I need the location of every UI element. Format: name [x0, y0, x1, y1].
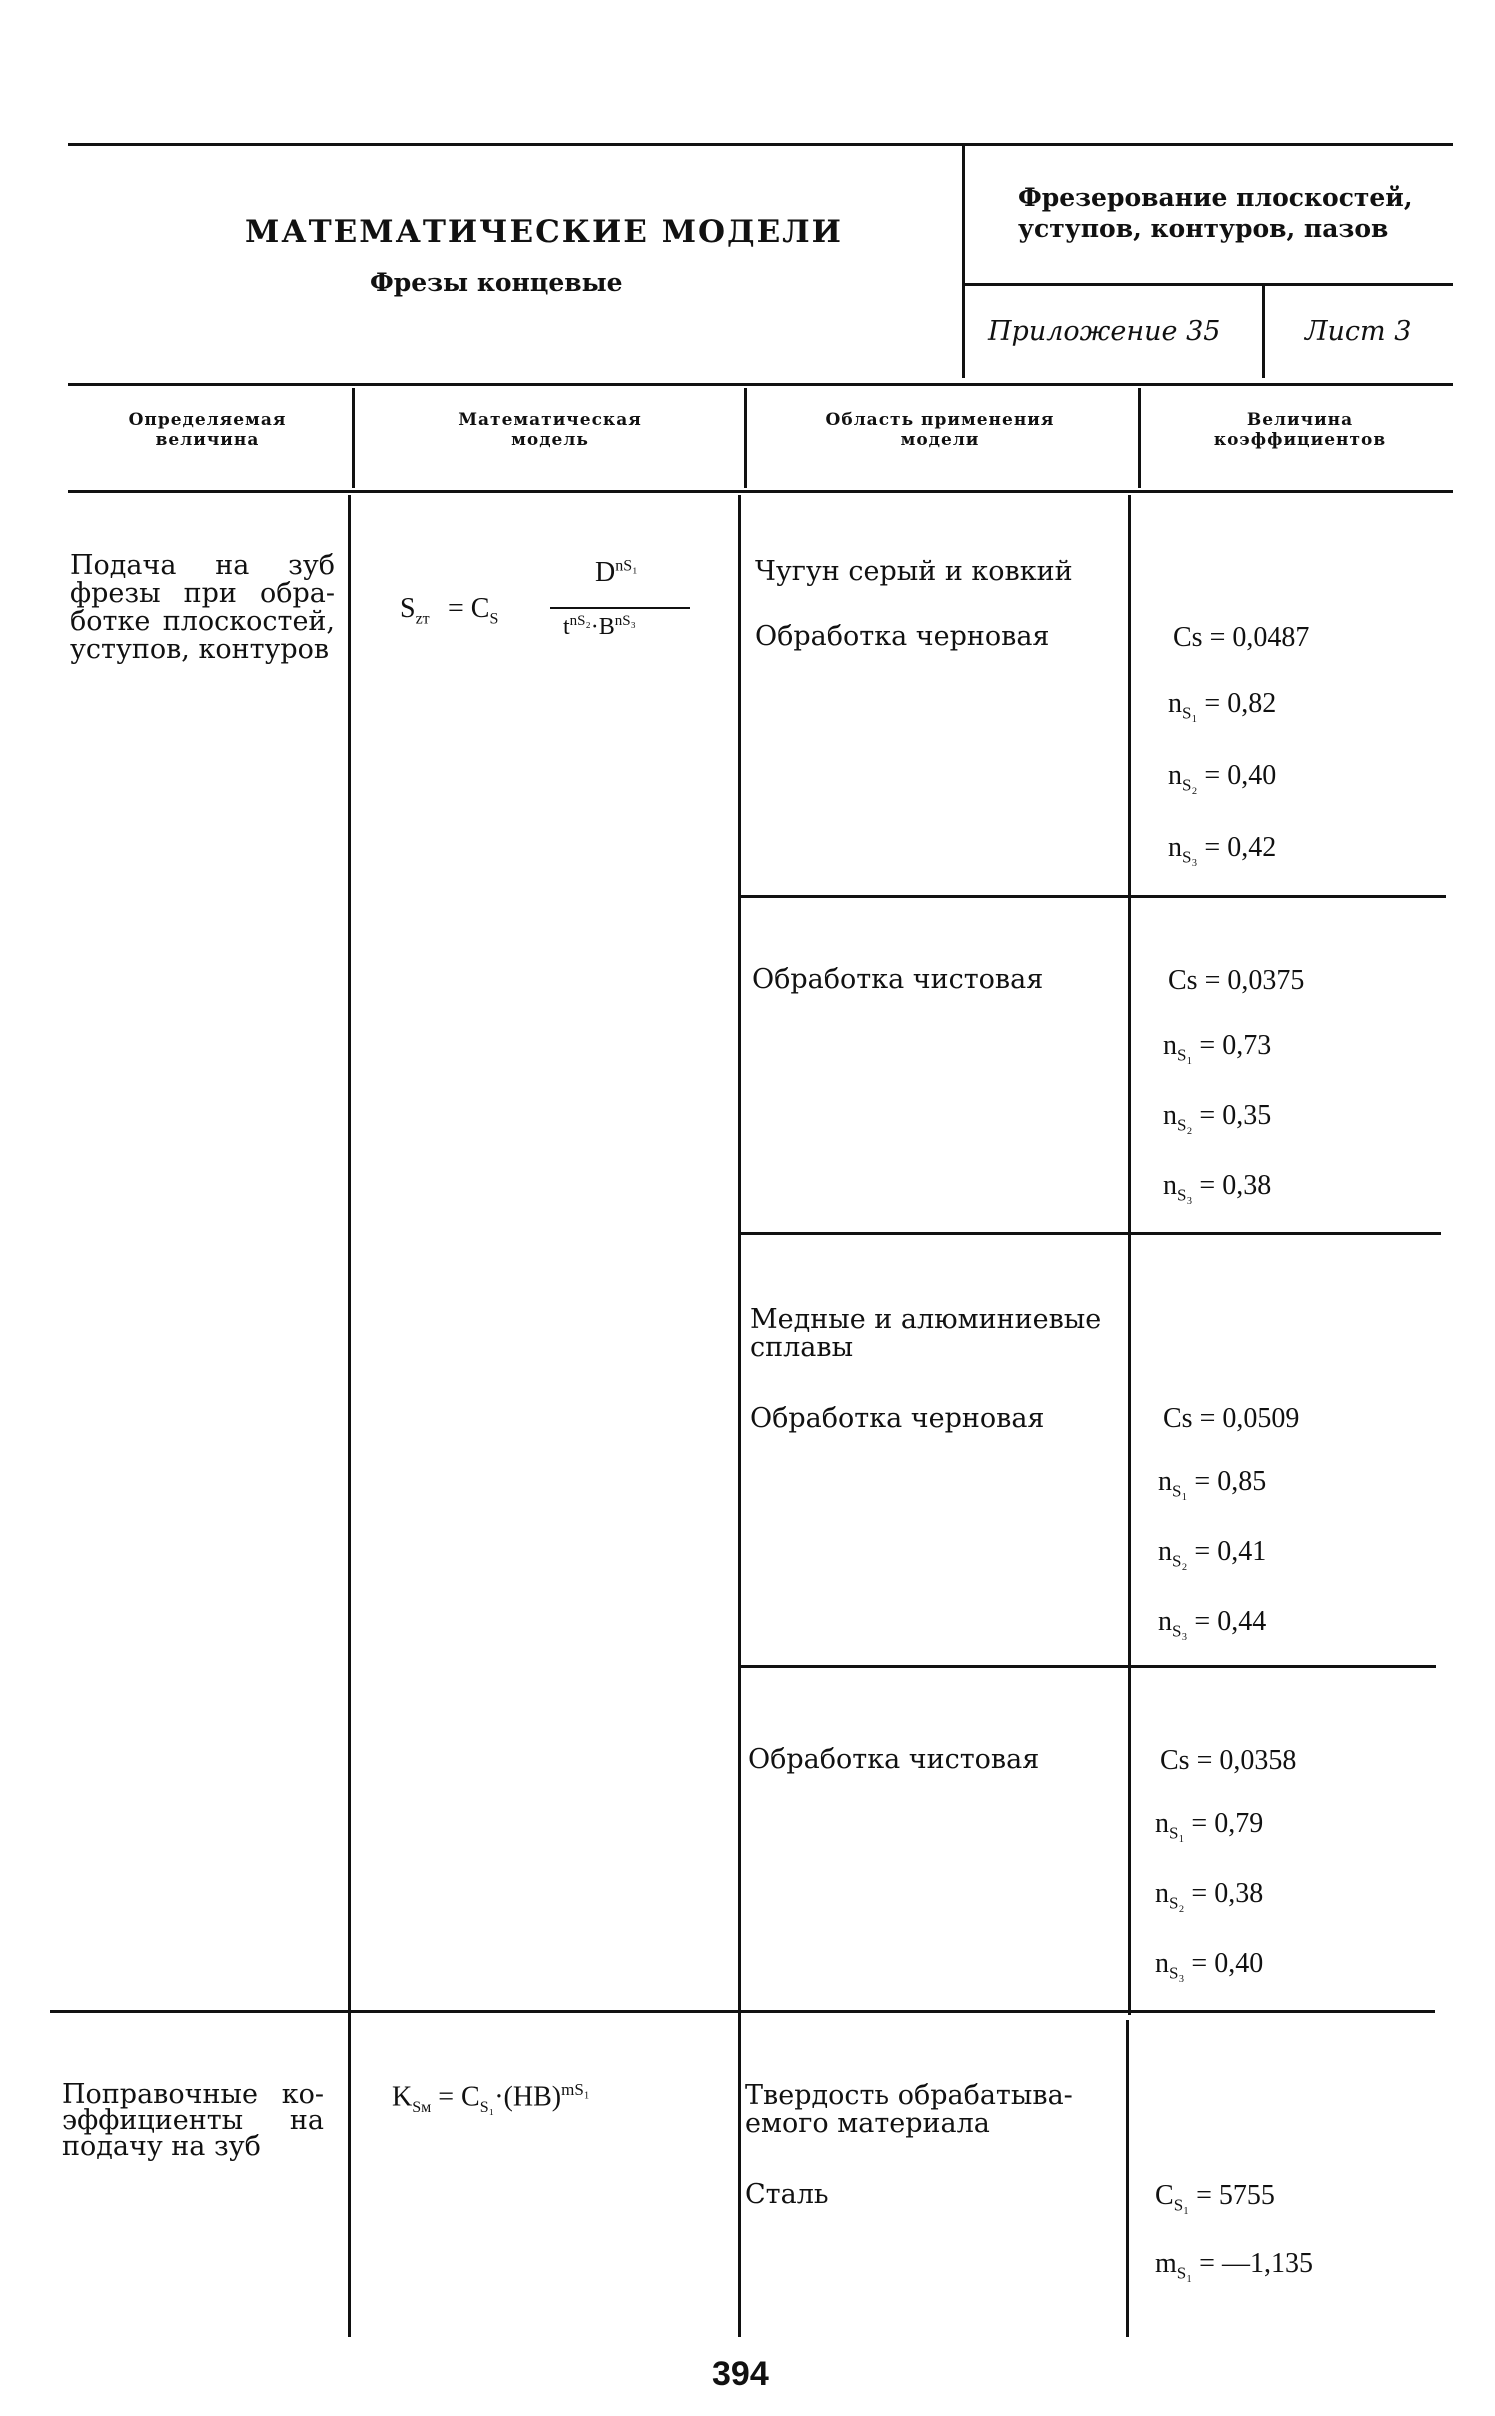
col1-line2: величина — [155, 430, 260, 450]
col1-line1: Определяемая — [128, 410, 287, 430]
col4-line1: Величина — [1246, 410, 1354, 430]
g2-coef-cs: Cs = 0,0375 — [1168, 965, 1305, 996]
g3-coef-n2: $n_{S_2} = 0,41$ — [1158, 1536, 1267, 1571]
row2-material-steel: Сталь — [745, 2179, 829, 2210]
top-rule — [68, 143, 1453, 146]
formula1-fraction-bar — [550, 607, 690, 609]
row2-coef-c: $C_{S_1} = 5755$ — [1155, 2180, 1275, 2215]
col3-line1: Область применения — [825, 410, 1055, 430]
col4-line2: коэффициентов — [1213, 430, 1387, 450]
group3-label: Обработка черновая — [750, 1403, 1045, 1434]
col2-line2: модель — [511, 430, 589, 450]
row2-quantity-line1: Поправочные ко- — [62, 2079, 324, 2110]
g1-coef-n2: $n_{S_2} = 0,40$ — [1168, 760, 1277, 795]
g1-coef-n1: $n_{S_1} = 0,82$ — [1168, 688, 1277, 723]
page-number: 394 — [712, 2355, 769, 2393]
formula1-lhs: $S_{zт}$ — [400, 593, 430, 628]
row2-coef-m: $m_{S_1}$ = —1,135 — [1155, 2248, 1313, 2283]
sheet-label: Лист 3 — [1305, 316, 1412, 347]
g2-coef-n3: $n_{S_3} = 0,38$ — [1163, 1170, 1272, 1205]
formula1-denominator: $t^{nS_2}\cdot B^{nS_3}$ — [563, 613, 636, 640]
row2-quantity-line3: подачу на зуб — [62, 2131, 261, 2162]
header-inner-rule — [962, 283, 1453, 286]
row2-formula: $K_{Sм} = C_{S_1}\cdot(HB)^{mS_1}$ — [392, 2080, 590, 2116]
section-title — [1018, 182, 1413, 244]
col-header-coefficients — [1150, 410, 1450, 450]
row1-formula — [400, 555, 700, 665]
appendix-label: Приложение 35 — [988, 316, 1221, 347]
row1-quantity-line4: уступов, контуров — [70, 634, 330, 665]
row2-quantity-line2: эффициенты на — [62, 2105, 324, 2136]
g3-coef-n1: $n_{S_1} = 0,85$ — [1158, 1466, 1267, 1501]
body-divider-3 — [1128, 495, 1131, 2015]
page-subtitle: Фрезы концевые — [370, 268, 623, 297]
header-bottom-rule — [68, 383, 1453, 386]
formula1-eq: = $C_S$ — [448, 593, 499, 628]
col-header-area — [750, 410, 1130, 450]
colhead-bottom-rule — [68, 490, 1453, 493]
group4-label: Обработка чистовая — [748, 1744, 1040, 1775]
g3-coef-cs: Cs = 0,0509 — [1163, 1403, 1300, 1434]
row-rule — [50, 2010, 1435, 2013]
col-header-quantity — [75, 410, 340, 450]
g1-coef-n3: $n_{S_3} = 0,42$ — [1168, 832, 1277, 867]
material-line-1: Медные и алюминиевые — [750, 1304, 1102, 1335]
colhead-divider-1 — [352, 388, 355, 488]
group-rule-1 — [741, 895, 1446, 898]
col2-line1: Математическая — [458, 410, 642, 430]
row1-quantity-line2: фрезы при обра- — [70, 578, 335, 609]
section-line-2: уступов, контуров, пазов — [1018, 214, 1389, 243]
row1-quantity — [70, 552, 335, 664]
row2-area-line1: Твердость обрабатыва- — [745, 2080, 1073, 2111]
body-divider-2 — [738, 495, 741, 2337]
row2-area — [745, 2082, 1073, 2138]
group2-label: Обработка чистовая — [752, 964, 1044, 995]
material-copper-aluminum — [750, 1306, 1101, 1362]
row2-quantity — [62, 2079, 324, 2162]
colhead-divider-2 — [744, 388, 747, 488]
g1-coef-cs: Cs = 0,0487 — [1173, 622, 1310, 653]
body-divider-3b — [1126, 2020, 1129, 2337]
col-header-model — [360, 410, 740, 450]
col3-line2: модели — [900, 430, 980, 450]
formula1-numerator: $D^{nS_1}$ — [595, 557, 638, 588]
group-rule-3 — [741, 1665, 1436, 1668]
g3-coef-n3: $n_{S_3} = 0,44$ — [1158, 1606, 1267, 1641]
group-rule-2 — [741, 1232, 1441, 1235]
group1-label: Обработка черновая — [755, 621, 1050, 652]
g2-coef-n2: $n_{S_2} = 0,35$ — [1163, 1100, 1272, 1135]
g4-coef-cs: Cs = 0,0358 — [1160, 1745, 1297, 1776]
g4-coef-n1: $n_{S_1} = 0,79$ — [1155, 1808, 1264, 1843]
g2-coef-n1: $n_{S_1} = 0,73$ — [1163, 1030, 1272, 1065]
g4-coef-n2: $n_{S_2} = 0,38$ — [1155, 1878, 1264, 1913]
sheet-divider — [1262, 283, 1265, 378]
row1-quantity-line3: ботке плоскостей, — [70, 606, 335, 637]
row2-area-line2: емого материала — [745, 2108, 990, 2139]
row1-quantity-line1: Подача на зуб — [70, 550, 335, 581]
material-line-2: сплавы — [750, 1332, 854, 1363]
material-cast-iron: Чугун серый и ковкий — [755, 556, 1073, 587]
colhead-divider-3 — [1138, 388, 1141, 488]
body-divider-1 — [348, 495, 351, 2337]
page-title: МАТЕМАТИЧЕСКИЕ МОДЕЛИ — [245, 214, 843, 250]
header-divider — [962, 143, 965, 378]
g4-coef-n3: $n_{S_3} = 0,40$ — [1155, 1948, 1264, 1983]
section-line-1: Фрезерование плоскостей, — [1018, 183, 1413, 212]
